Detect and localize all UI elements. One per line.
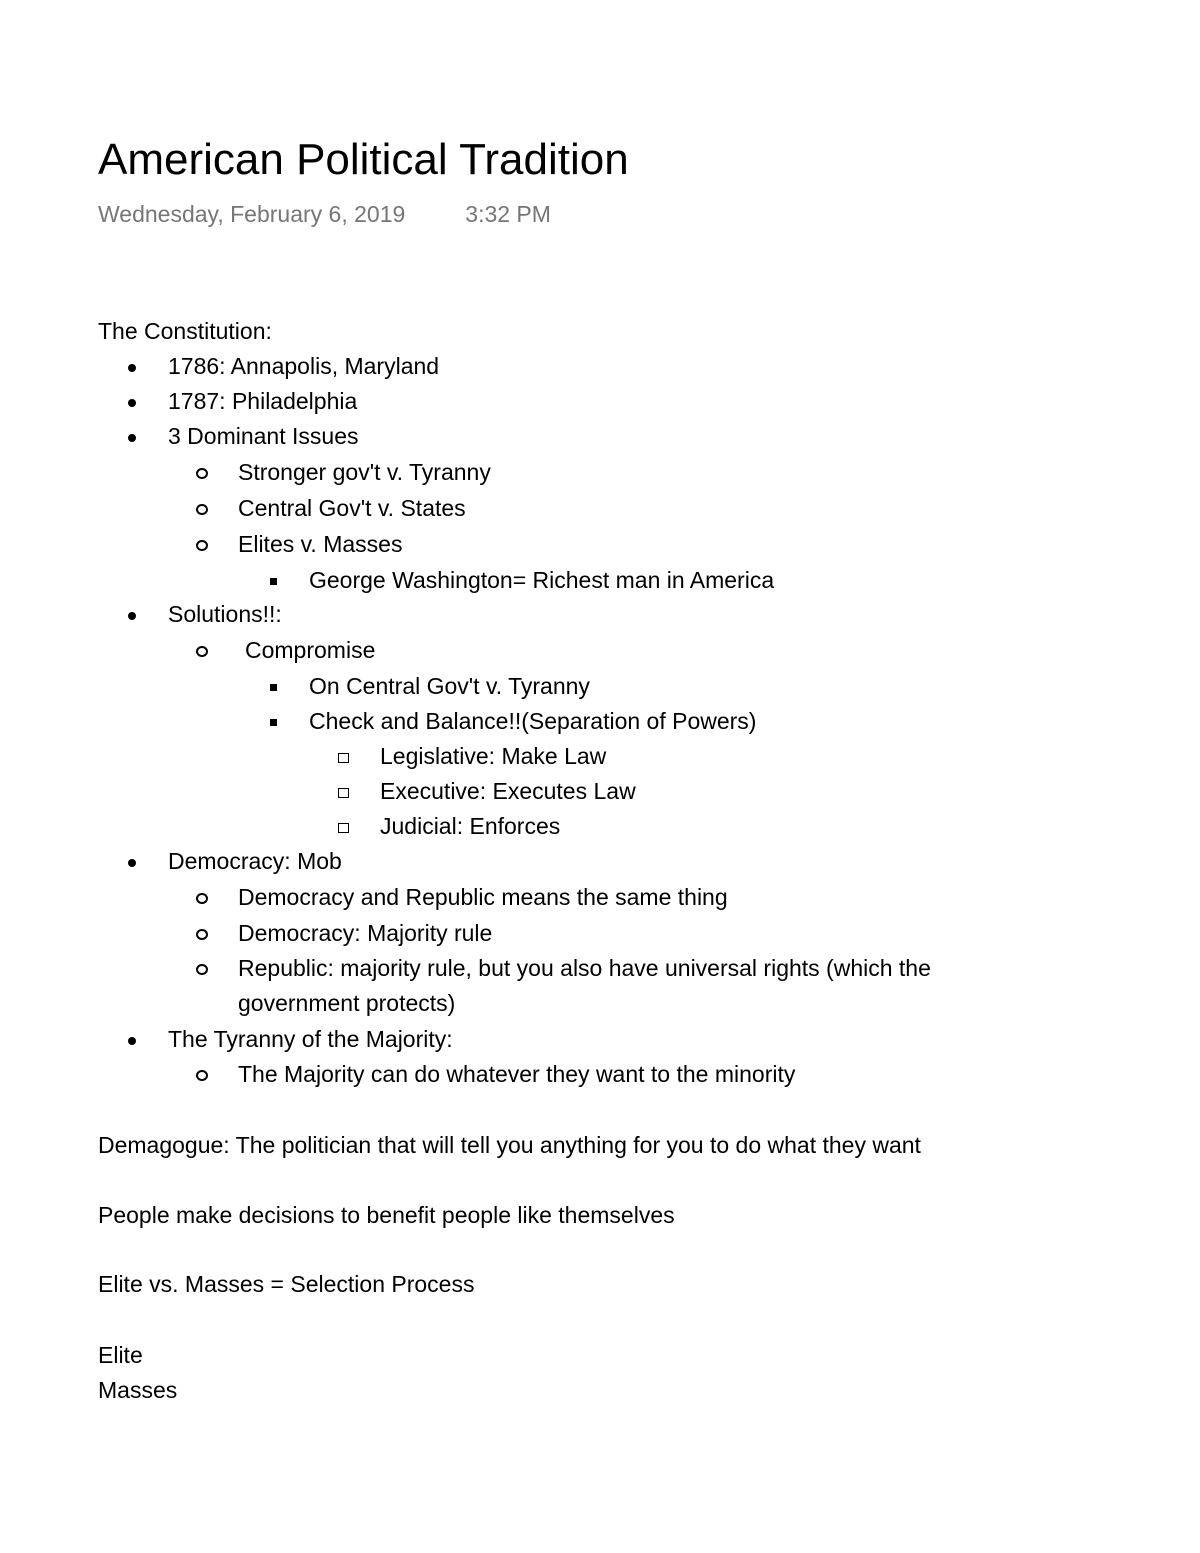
list-item: 1786: Annapolis, Maryland [168,353,440,379]
paragraph: People make decisions to benefit people like themselves [98,1202,675,1228]
bullet-circle-icon [190,918,214,948]
bullet-circle-icon [190,882,214,912]
list-item: Democracy and Republic means the same thing [238,884,728,910]
list-item: Central Gov't v. States [238,495,466,521]
list-item: Republic: majority rule, but you also have universal rights (which the [238,955,931,981]
page-title: American Political Tradition [98,135,629,184]
bullet-circle-icon [190,1059,214,1089]
list-item: Elites v. Masses [238,531,403,557]
bullet-disc-icon [120,599,144,629]
bullet-square-icon [261,706,285,736]
list-item: Democracy: Mob [168,848,342,874]
list-item: Compromise [245,637,376,663]
paragraph: Masses [98,1377,178,1403]
section-heading: The Constitution: [98,318,272,344]
list-item: Solutions!!: [168,601,282,627]
paragraph: Elite vs. Masses = Selection Process [98,1271,475,1297]
bullet-disc-icon [120,846,144,876]
list-item: The Majority can do whatever they want to the minority [238,1061,796,1087]
bullet-circle-icon [190,635,214,665]
bullet-disc-icon [120,1024,144,1054]
note-time: 3:32 PM [465,201,551,227]
paragraph: Elite [98,1342,143,1368]
bullet-circle-icon [190,493,214,523]
list-item: Legislative: Make Law [380,743,607,769]
bullet-hollow-square-icon [331,776,355,806]
list-item: Democracy: Majority rule [238,920,493,946]
bullet-circle-icon [190,529,214,559]
list-item: Stronger gov't v. Tyranny [238,459,491,485]
bullet-circle-icon [190,457,214,487]
bullet-disc-icon [120,351,144,381]
paragraph: Demagogue: The politician that will tell you anything for you to do what they want [98,1132,921,1158]
note-meta [98,199,551,229]
list-item: Executive: Executes Law [380,778,636,804]
list-item: 3 Dominant Issues [168,423,359,449]
note-date: Wednesday, February 6, 2019 [98,201,406,227]
list-item-continuation: government protects) [238,990,456,1016]
bullet-square-icon [261,565,285,595]
bullet-hollow-square-icon [331,811,355,841]
bullet-disc-icon [120,386,144,416]
bullet-disc-icon [120,421,144,451]
bullet-square-icon [261,671,285,701]
list-item: The Tyranny of the Majority: [168,1026,453,1052]
list-item: Judicial: Enforces [380,813,561,839]
bullet-hollow-square-icon [331,741,355,771]
bullet-circle-icon [190,953,214,983]
list-item: On Central Gov't v. Tyranny [309,673,590,699]
list-item: 1787: Philadelphia [168,388,358,414]
list-item: Check and Balance!!(Separation of Powers) [309,708,757,734]
list-item: George Washington= Richest man in America [309,567,775,593]
